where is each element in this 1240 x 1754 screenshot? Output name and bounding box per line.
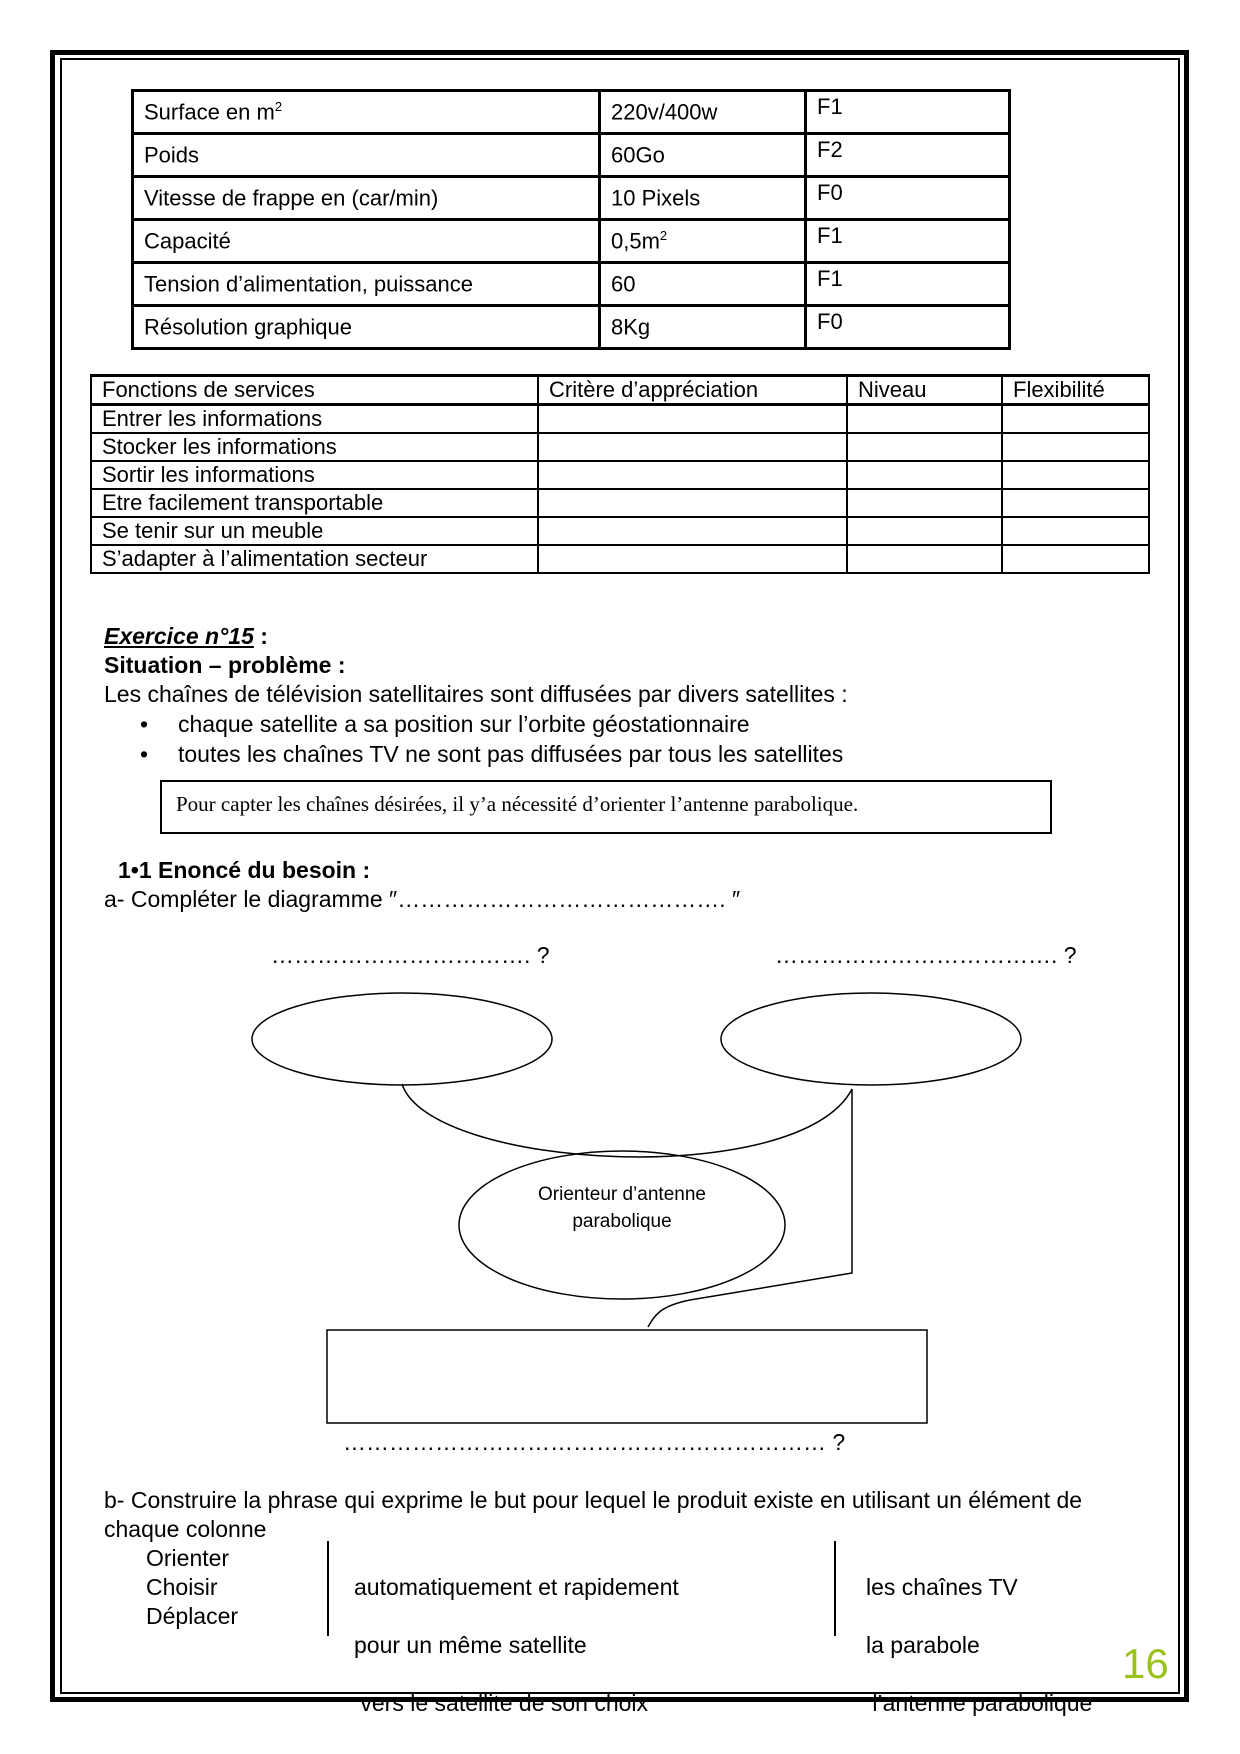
header-cell: Fonctions de services [91,376,538,405]
left-label-blank: ……………………………. ? [271,942,550,968]
word-column-complements [354,1544,679,1747]
goal-box [327,1330,927,1423]
column-divider [834,1541,836,1636]
cell-text: 10 Pixels [611,185,701,211]
note-box: Pour capter les chaînes désirées, il y’a nécessité d’orienter l’antenne parabolique. [160,780,1052,834]
word-option: Choisir [146,1574,218,1600]
right-ellipse [721,993,1021,1085]
flexibility-cell: F1 [806,263,1010,306]
function-cell: Sortir les informations [91,461,538,489]
word-column-verbs [146,1544,238,1631]
situation-heading: Situation – problème : [104,652,346,678]
intro-text: Les chaînes de télévision satellitaires sont diffusées par divers satellites : [104,681,848,707]
column-divider [327,1541,329,1636]
page-number: 16 [1122,1640,1169,1687]
cell-text: Résolution graphique [144,314,352,340]
function-cell: S’adapter à l’alimentation secteur [91,545,538,573]
cell-text: 220v/400w [611,99,718,125]
header-cell: Niveau [847,376,1002,405]
flexibility-cell: F0 [806,306,1010,349]
center-label-line: Orienteur d’antenne [538,1184,706,1205]
bullet-item: • toutes les chaînes TV ne sont pas diffusées par tous les satellites [140,741,844,767]
center-label [459,1181,785,1235]
word-option: les chaînes TV [866,1574,1018,1600]
word-option: Orienter [146,1545,230,1571]
cell-text: Poids [144,142,200,168]
flexibility-cell: F0 [806,177,1010,220]
function-cell: Se tenir sur un meuble [91,517,538,545]
word-option: la parabole [866,1632,980,1658]
right-label-blank: ………………………………. ? [775,942,1077,968]
cell-text: Tension d’alimentation, puissance [144,271,473,297]
word-column-objects [866,1544,1092,1747]
word-option: Déplacer [146,1603,239,1629]
horn-arc [402,1084,852,1157]
function-cell: Etre facilement transportable [91,489,538,517]
question-b-line: chaque colonne [104,1516,267,1542]
section-heading: 1•1 Enoncé du besoin : [118,857,371,883]
header-cell: Critère d’appréciation [538,376,847,405]
cell-text: 8Kg [611,314,651,340]
word-option: l’antenne parabolique [866,1690,1093,1716]
bottom-label-blank: ……………………………………………………… ? [343,1429,846,1455]
cell-text: Surface en m [144,99,275,125]
flexibility-cell: F1 [806,91,1010,134]
left-ellipse [252,993,552,1085]
bullet-text: toutes les chaînes TV ne sont pas diffusées par tous les satellites [178,741,844,767]
cell-text: 60Go [611,142,665,168]
word-option: automatiquement et rapidement [354,1574,679,1600]
cell-text: Vitesse de frappe en (car/min) [144,185,439,211]
center-label-line: parabolique [572,1211,672,1232]
flexibility-cell: F2 [806,134,1010,177]
superscript: 2 [274,98,283,114]
function-cell: Stocker les informations [91,433,538,461]
exercise-title: Exercice n°15 [104,623,254,649]
header-cell: Flexibilité [1002,376,1149,405]
bullet-item: • chaque satellite a sa position sur l’orbite géostationnaire [140,711,750,737]
word-option: pour un même satellite [354,1632,587,1658]
cell-text: 60 [611,271,636,297]
word-option: vers le satellite de son choix [354,1690,649,1716]
cell-text: Capacité [144,228,231,254]
function-cell: Entrer les informations [91,405,538,434]
superscript: 2 [659,227,668,243]
question-b-line: b- Construire la phrase qui exprime le but pour lequel le produit existe en utilisant un élément de [104,1487,1083,1513]
cell-text: 0,5m [611,228,660,254]
exercise-colon: : [253,623,268,649]
flexibility-cell: F1 [806,220,1010,263]
question-a: a- Compléter le diagramme ″……………………………………. ″ [104,886,741,912]
bullet-text: chaque satellite a sa position sur l’orbite géostationnaire [178,711,750,737]
